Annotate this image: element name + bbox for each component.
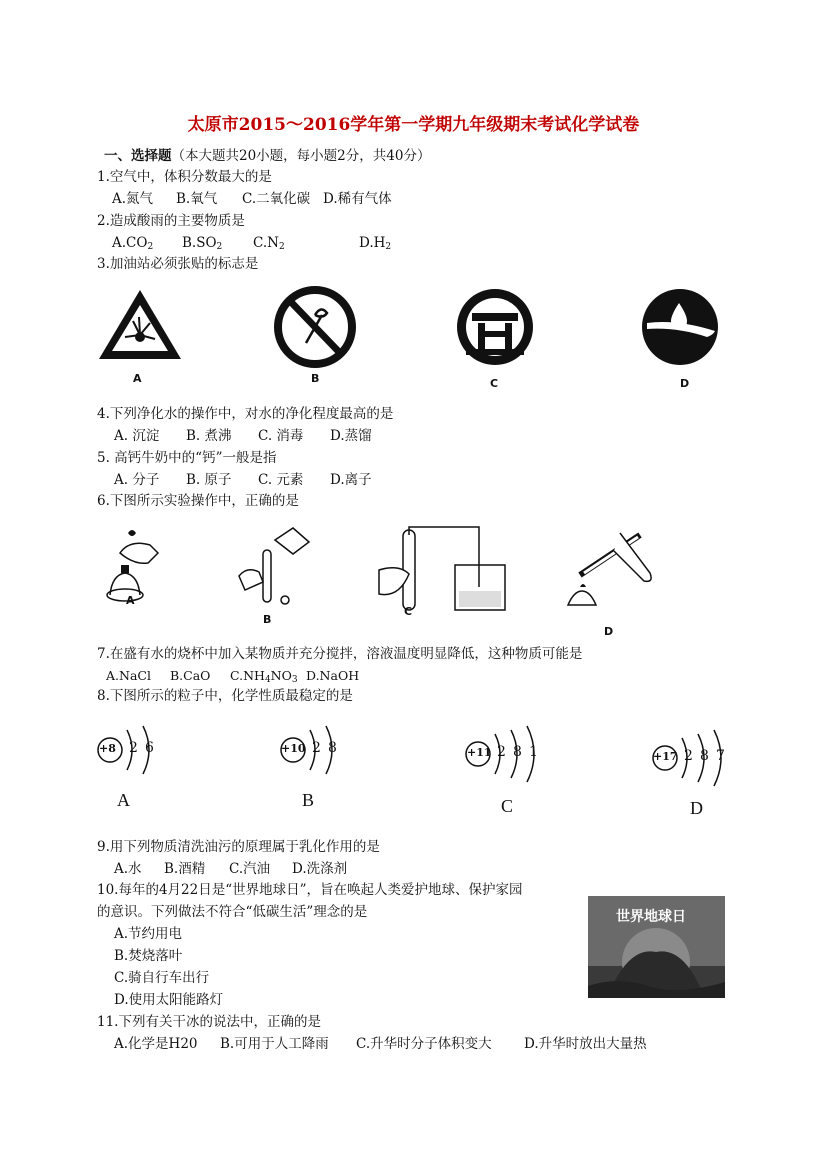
q11-option-b: B.可用于人工降雨 bbox=[220, 1036, 329, 1052]
q5-option-b: B. 原子 bbox=[186, 472, 232, 488]
q2-option-b: $B.SO_2$ bbox=[182, 235, 223, 252]
q9-option-b: B.酒精 bbox=[164, 861, 206, 877]
particle-a-shell-2: 6 bbox=[145, 740, 154, 756]
q3-stem: 3.加油站必须张贴的标志是 bbox=[97, 256, 259, 272]
heating-test-tube-icon bbox=[560, 525, 660, 615]
q11-stem: 11.下列有关干冰的说法中，正确的是 bbox=[97, 1014, 321, 1030]
particle-c-shell-3: 1 bbox=[529, 744, 538, 760]
earth-day-image-text: 世界地球日 bbox=[616, 909, 686, 925]
q1-stem: 1.空气中，体积分数最大的是 bbox=[97, 169, 272, 185]
particle-c-nucleus: +11 bbox=[467, 746, 492, 759]
q4-stem: 4.下列净化水的操作中，对水的净化程度最高的是 bbox=[97, 406, 394, 422]
particle-diagram-a bbox=[95, 720, 175, 780]
pouring-liquid-icon bbox=[235, 520, 320, 605]
q5-option-d: D.离子 bbox=[330, 472, 372, 488]
q3-label-b: B bbox=[311, 372, 320, 385]
q9-option-c: C.汽油 bbox=[229, 861, 271, 877]
particle-d-shell-3: 7 bbox=[716, 748, 725, 764]
q7-option-d: D.NaOH bbox=[306, 668, 360, 683]
q11-option-c: C.升华时分子体积变大 bbox=[356, 1036, 492, 1052]
q11-option-a: A.化学是H20 bbox=[114, 1036, 198, 1052]
q3-label-c: C bbox=[490, 377, 499, 390]
q10-option-d: D.使用太阳能路灯 bbox=[114, 992, 224, 1008]
section-label: 一、选择题 bbox=[104, 148, 172, 164]
particle-d-shell-1: 2 bbox=[684, 748, 693, 764]
particle-d-nucleus: +17 bbox=[653, 750, 678, 763]
q9-option-a: A.水 bbox=[114, 861, 142, 877]
q6-stem: 6.下图所示实验操作中，正确的是 bbox=[97, 493, 299, 509]
q5-option-a: A. 分子 bbox=[114, 472, 160, 488]
q10-stem-line1: 10.每年的4月22日是“世界地球日”，旨在唤起人类爱护地球、保护家园 bbox=[97, 882, 523, 898]
alcohol-lamp-lighting-icon bbox=[98, 525, 168, 605]
q9-option-d: D.洗涤剂 bbox=[292, 861, 348, 877]
particle-b-shell-1: 2 bbox=[312, 740, 321, 756]
q4-option-d: D.蒸馏 bbox=[330, 428, 372, 444]
q7-stem: 7.在盛有水的烧杯中加入某物质并充分搅拌，溶液温度明显降低，这种物质可能是 bbox=[97, 646, 583, 662]
q7-option-b: B.CaO bbox=[170, 668, 211, 683]
explosive-warning-icon bbox=[95, 285, 185, 365]
q4-option-b: B. 煮沸 bbox=[186, 428, 232, 444]
particle-b-shell-2: 8 bbox=[328, 740, 337, 756]
q3-label-a: A bbox=[133, 372, 142, 385]
q1-option-d: D.稀有气体 bbox=[323, 191, 392, 207]
q4-option-c: C. 消毒 bbox=[258, 428, 304, 444]
q1-option-a: A.氮气 bbox=[112, 191, 154, 207]
particle-diagram-d bbox=[650, 728, 745, 788]
airtightness-check-icon bbox=[375, 525, 515, 615]
no-fire-icon bbox=[270, 285, 360, 369]
q2-stem: 2.造成酸雨的主要物质是 bbox=[97, 213, 245, 229]
q2-option-a: $A.CO_2$ bbox=[112, 235, 154, 252]
q6-label-b: B bbox=[263, 613, 272, 626]
particle-diagram-b bbox=[278, 720, 358, 780]
particle-c-shell-2: 8 bbox=[513, 744, 522, 760]
q8-label-d: D bbox=[690, 798, 703, 818]
section-heading bbox=[104, 147, 430, 165]
q10-option-b: B.焚烧落叶 bbox=[114, 948, 183, 964]
q6-label-a: A bbox=[126, 594, 135, 607]
q1-option-b: B.氧气 bbox=[176, 191, 218, 207]
q10-option-c: C.骑自行车出行 bbox=[114, 970, 210, 986]
q9-stem: 9.用下列物质清洗油污的原理属于乳化作用的是 bbox=[97, 839, 380, 855]
particle-a-shell-1: 2 bbox=[129, 740, 138, 756]
q10-option-a: A.节约用电 bbox=[114, 926, 183, 942]
q6-label-c: C bbox=[404, 605, 413, 618]
water-saving-icon bbox=[635, 285, 725, 369]
q3-label-d: D bbox=[680, 377, 690, 390]
sign-c-icon bbox=[450, 285, 540, 369]
particle-diagram-c bbox=[463, 724, 558, 784]
exam-title: 太原市2015～2016学年第一学期九年级期末考试化学试卷 bbox=[187, 115, 640, 135]
particle-c-shell-1: 2 bbox=[497, 744, 506, 760]
q4-option-a: A. 沉淀 bbox=[114, 428, 160, 444]
section-note: （本大题共20小题，每小题2分，共40分） bbox=[171, 148, 431, 164]
particle-b-nucleus: +10 bbox=[281, 742, 306, 755]
q8-label-b: B bbox=[302, 790, 315, 810]
q2-option-d: $D.H_2$ bbox=[359, 235, 392, 252]
q10-stem-line2: 的意识。下列做法不符合“低碳生活”理念的是 bbox=[97, 904, 368, 920]
q1-option-c: C.二氧化碳 bbox=[242, 191, 311, 207]
particle-d-shell-2: 8 bbox=[700, 748, 709, 764]
q5-option-c: C. 元素 bbox=[258, 472, 304, 488]
q8-label-a: A bbox=[117, 790, 130, 810]
particle-a-nucleus: +8 bbox=[99, 742, 116, 755]
q8-label-c: C bbox=[501, 796, 514, 816]
q5-stem: 5. 高钙牛奶中的“钙”一般是指 bbox=[97, 450, 277, 466]
q11-option-d: D.升华时放出大量热 bbox=[524, 1036, 647, 1052]
q2-option-c: $C.N_2$ bbox=[253, 235, 285, 252]
q8-stem: 8.下图所示的粒子中，化学性质最稳定的是 bbox=[97, 688, 353, 704]
q7-option-c: $C.NH_4NO_3$ bbox=[230, 668, 298, 685]
q7-option-a: A.NaCl bbox=[106, 668, 151, 683]
q6-label-d: D bbox=[604, 625, 614, 638]
earth-day-image bbox=[588, 896, 725, 998]
